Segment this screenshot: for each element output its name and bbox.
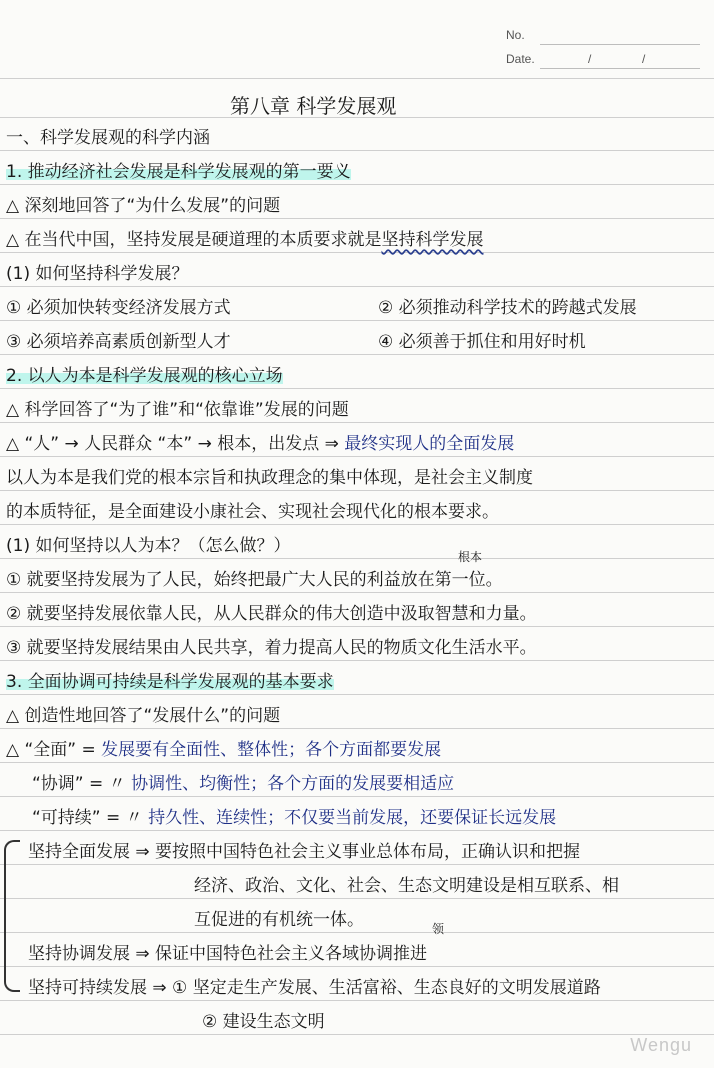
rule-line (0, 286, 714, 287)
annotation-text: 根本 (458, 550, 483, 564)
rule-line (0, 184, 714, 185)
rule-line (0, 932, 714, 933)
bracket-line: 坚持全面发展 ⇒ 要按照中国特色社会主义事业总体布局，正确认识和把握 (28, 842, 581, 862)
subheading-2-text: 2. 以人为本是科学发展观的核心立场 (6, 366, 283, 386)
question-line: (1) 如何坚持科学发展？ (6, 264, 189, 284)
rule-line (0, 694, 714, 695)
answer-line: ② 就要坚持发展依靠人民，从人民群众的伟大创造中汲取智慧和力量。 (6, 604, 537, 624)
date-separator: / (588, 52, 592, 66)
section-heading: 一、科学发展观的科学内涵 (6, 128, 210, 148)
point-item: ① 必须加快转变经济发展方式 (6, 298, 231, 318)
definition-term: “协调” = 〃 (32, 774, 126, 794)
subheading-1 (6, 162, 351, 182)
brand-watermark: Wengu (630, 1035, 692, 1055)
rule-line (0, 456, 714, 457)
rule-line (0, 78, 714, 79)
paragraph-line: 以人为本是我们党的根本宗旨和执政理念的集中体现，是社会主义制度 (6, 468, 533, 488)
definition-term: △ “全面” = (6, 740, 102, 760)
note-line: △ 深刻地回答了“为什么发展”的问题 (6, 196, 281, 216)
question-line: (1) 如何坚持以人为本？（怎么做？） (6, 536, 291, 556)
rule-line (0, 388, 714, 389)
rule-line (0, 320, 714, 321)
point-item: ③ 必须培养高素质创新型人才 (6, 332, 231, 352)
bracket-line: 坚持协调发展 ⇒ 保证中国特色社会主义各域协调推进 (28, 944, 428, 964)
rule-line (0, 558, 714, 559)
rule-line (0, 626, 714, 627)
bracket-line: ② 建设生态文明 (202, 1012, 325, 1032)
annotation-text: 领 (432, 922, 445, 936)
bracket-line: 坚持可持续发展 ⇒ ① 坚定走生产发展、生活富裕、生态良好的文明发展道路 (28, 978, 601, 998)
rule-line (0, 422, 714, 423)
rule-line (0, 1034, 714, 1035)
emphasis-text: 最终实现人的全面发展 (344, 434, 515, 454)
page-title: 第八章 科学发展观 (230, 94, 397, 118)
note-text: △ “人” → 人民群众 “本” → 根本，出发点 ⇒ (6, 434, 339, 454)
date-line (540, 68, 700, 69)
no-label: No. (506, 28, 525, 42)
rule-line (0, 762, 714, 763)
subheading-3 (6, 672, 334, 692)
definition-line (32, 808, 556, 828)
definition-term: “可持续” = 〃 (32, 808, 143, 828)
rule-line (0, 864, 714, 865)
date-separator: / (642, 52, 646, 66)
rule-line (0, 796, 714, 797)
paragraph-line: 的本质特征，是全面建设小康社会、实现社会现代化的根本要求。 (6, 502, 499, 522)
definition-text: 持久性、连续性；不仅要当前发展，还要保证长远发展 (148, 808, 557, 828)
rule-line (0, 218, 714, 219)
rule-line (0, 150, 714, 151)
definition-line (32, 774, 454, 794)
point-item: ④ 必须善于抓住和用好时机 (378, 332, 586, 352)
date-label: Date. (506, 52, 535, 66)
bracket-line: 互促进的有机统一体。 (194, 910, 364, 930)
subheading-2 (6, 366, 283, 386)
rule-line (0, 354, 714, 355)
rule-line (0, 592, 714, 593)
subheading-3-text: 3. 全面协调可持续是科学发展观的基本要求 (6, 672, 334, 692)
note-text: △ 在当代中国，坚持发展是硬道理的本质要求就是 (6, 230, 382, 250)
no-line (540, 44, 700, 45)
subheading-1-text: 1. 推动经济社会发展是科学发展观的第一要义 (6, 162, 351, 182)
point-row (6, 298, 231, 318)
note-line: △ 科学回答了“为了谁”和“依靠谁”发展的问题 (6, 400, 349, 420)
answer-line: ③ 就要坚持发展结果由人民共享，着力提高人民的物质文化生活水平。 (6, 638, 537, 658)
bracket-line: 经济、政治、文化、社会、生态文明建设是相互联系、相 (194, 876, 619, 896)
note-line (6, 230, 483, 250)
note-line: △ 创造性地回答了“发展什么”的问题 (6, 706, 281, 726)
point-item: ② 必须推动科学技术的跨越式发展 (378, 298, 637, 318)
answer-line: ① 就要坚持发展为了人民，始终把最广大人民的利益放在第一位。 (6, 570, 503, 590)
rule-line (0, 524, 714, 525)
rule-line (0, 490, 714, 491)
definition-text: 协调性、均衡性；各个方面的发展要相适应 (131, 774, 455, 794)
rule-line (0, 252, 714, 253)
definition-line (6, 740, 441, 760)
rule-line (0, 1000, 714, 1001)
note-line (6, 434, 514, 454)
rule-line (0, 966, 714, 967)
rule-line (0, 660, 714, 661)
definition-text: 发展要有全面性、整体性；各个方面都要发展 (101, 740, 442, 760)
rule-line (0, 728, 714, 729)
emphasis-text: 坚持科学发展 (381, 230, 484, 250)
rule-line (0, 830, 714, 831)
bracket (4, 840, 20, 992)
rule-line (0, 898, 714, 899)
